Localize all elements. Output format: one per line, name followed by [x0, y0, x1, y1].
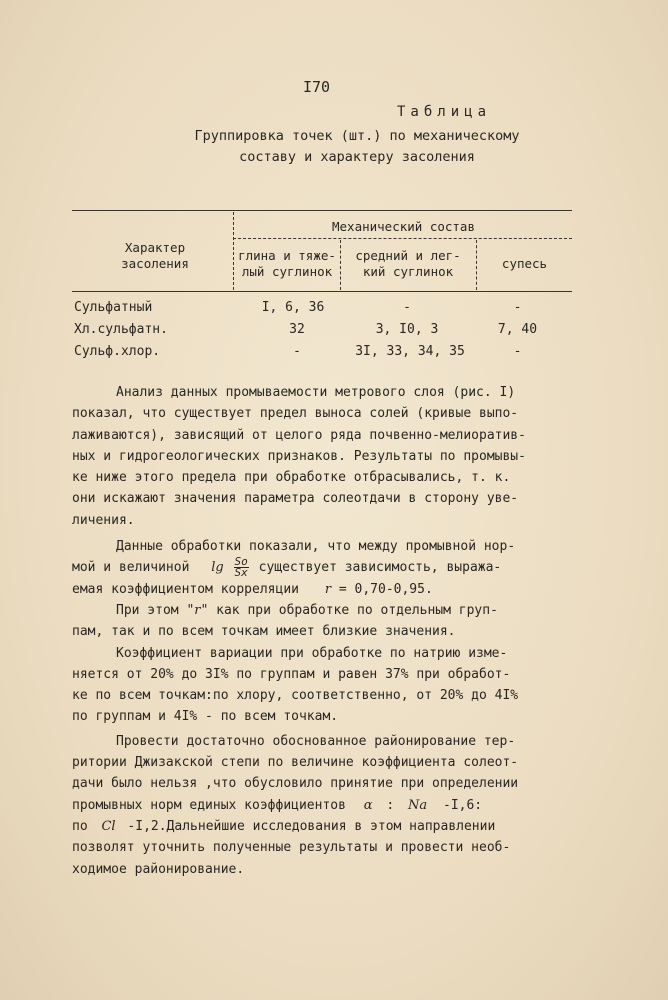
paragraph-line: позволят уточнить полученные результаты и провести необ-	[72, 840, 511, 856]
alpha-symbol: α	[363, 797, 373, 813]
group-header-rule	[233, 238, 572, 240]
table-row-label: Хл.сульфатн.	[74, 322, 168, 337]
group-header: Механический состав	[332, 219, 475, 234]
table-cell: -	[513, 300, 522, 315]
formula-fraction: $\frac{So}{Sx}$	[234, 555, 248, 580]
correlation-symbol: r	[324, 581, 332, 597]
paragraph-line-with-formula: мой и величиной lg $\frac{So}{Sx}$ существует зависимость, выража-	[72, 555, 502, 580]
table-cell: -	[293, 344, 301, 359]
table-cell: 32	[289, 322, 305, 337]
sodium-symbol: Na	[408, 797, 428, 813]
page-number: I70	[303, 78, 331, 96]
paragraph-line: они искажают значения параметра солеотдачи в сторону уве-	[72, 491, 519, 507]
paragraph-line: ке по всем точкам:по хлору, соответственно, от 20% до 4I%	[72, 688, 519, 704]
paragraph-line: по группам и 4I% - по всем точкам.	[72, 709, 339, 725]
table-label: Таблица	[397, 104, 492, 120]
paragraph-line: Провести достаточно обоснованное районирование тер-	[116, 733, 516, 749]
table-cell: -	[403, 300, 411, 315]
table-row-label: Сульфатный	[74, 300, 153, 315]
paragraph-line-with-symbol: промывных норм единых коэффициентов α : Na -I,6:	[72, 797, 483, 813]
paragraph-line: пам, так и по всем точкам имеет близкие значения.	[72, 624, 456, 640]
paragraph-line: Коэффициент вариации при обработке по натрию изме-	[116, 645, 508, 661]
header-bottom-rule	[72, 291, 572, 292]
column-header-clay: глина и тяже- лый суглинок	[238, 248, 336, 279]
paragraph-line: Данные обработки показали, что между промывной нор-	[116, 539, 516, 555]
column-header-loam: средний и лег- кий суглинок	[355, 248, 461, 279]
paragraph-line-with-symbol: по Cl -I,2.Дальнейшие исследования в этом направлении	[72, 818, 496, 834]
body-text	[72, 382, 592, 880]
paragraph-line: ритории Джизакской степи по величине коэффициента солеот-	[72, 755, 519, 771]
table-cell: 3, I0, 3	[375, 322, 439, 337]
paragraph-line: Анализ данных промываемости метрового слоя (рис. I)	[116, 385, 516, 400]
table-cell: 3I, 33, 34, 35	[355, 344, 465, 359]
paragraph-line: личения.	[72, 512, 135, 528]
table-cell: I, 6, 36	[261, 300, 325, 315]
paragraph-line: показал, что существует предел выноса солей (кривые выпо-	[72, 406, 519, 422]
paragraph-line: ходимое районирование.	[72, 861, 245, 877]
paragraph-line-with-symbol: емая коэффициентом корреляции r = 0,70-0,95.	[72, 581, 433, 597]
table-cell: -	[513, 344, 522, 359]
table-caption-line-1: Группировка точек (шт.) по механическому	[194, 128, 520, 144]
paragraph-line: лаживаются), зависящий от целого ряда почвенно-мелиоратив-	[72, 427, 526, 443]
paragraph-line: дачи было нельзя ,что обусловило принятие при определении	[72, 776, 519, 792]
paragraph-line: ке ниже этого предела при обработке отбрасывались, т. к.	[72, 470, 511, 486]
paragraph-line: няется от 20% до 3I% по группам и равен 37% при обработ-	[72, 666, 511, 682]
column-header-sandy-loam: супесь	[501, 256, 548, 271]
table-top-rule	[72, 210, 572, 211]
table-row-label: Сульф.хлор.	[74, 344, 161, 359]
paragraph-line: ных и гидрогеологических признаков. Результаты по промывы-	[72, 448, 526, 464]
chlorine-symbol: Cl	[101, 818, 116, 834]
formula-lg: lg	[211, 560, 224, 576]
table-cell: 7, 40	[497, 322, 538, 337]
paragraph-line-with-symbol: При этом "r" как при обработке по отдельным груп-	[116, 602, 498, 618]
table-caption-line-2: составу и характеру засоления	[239, 149, 475, 165]
row-header: Характер засоления	[121, 240, 189, 271]
